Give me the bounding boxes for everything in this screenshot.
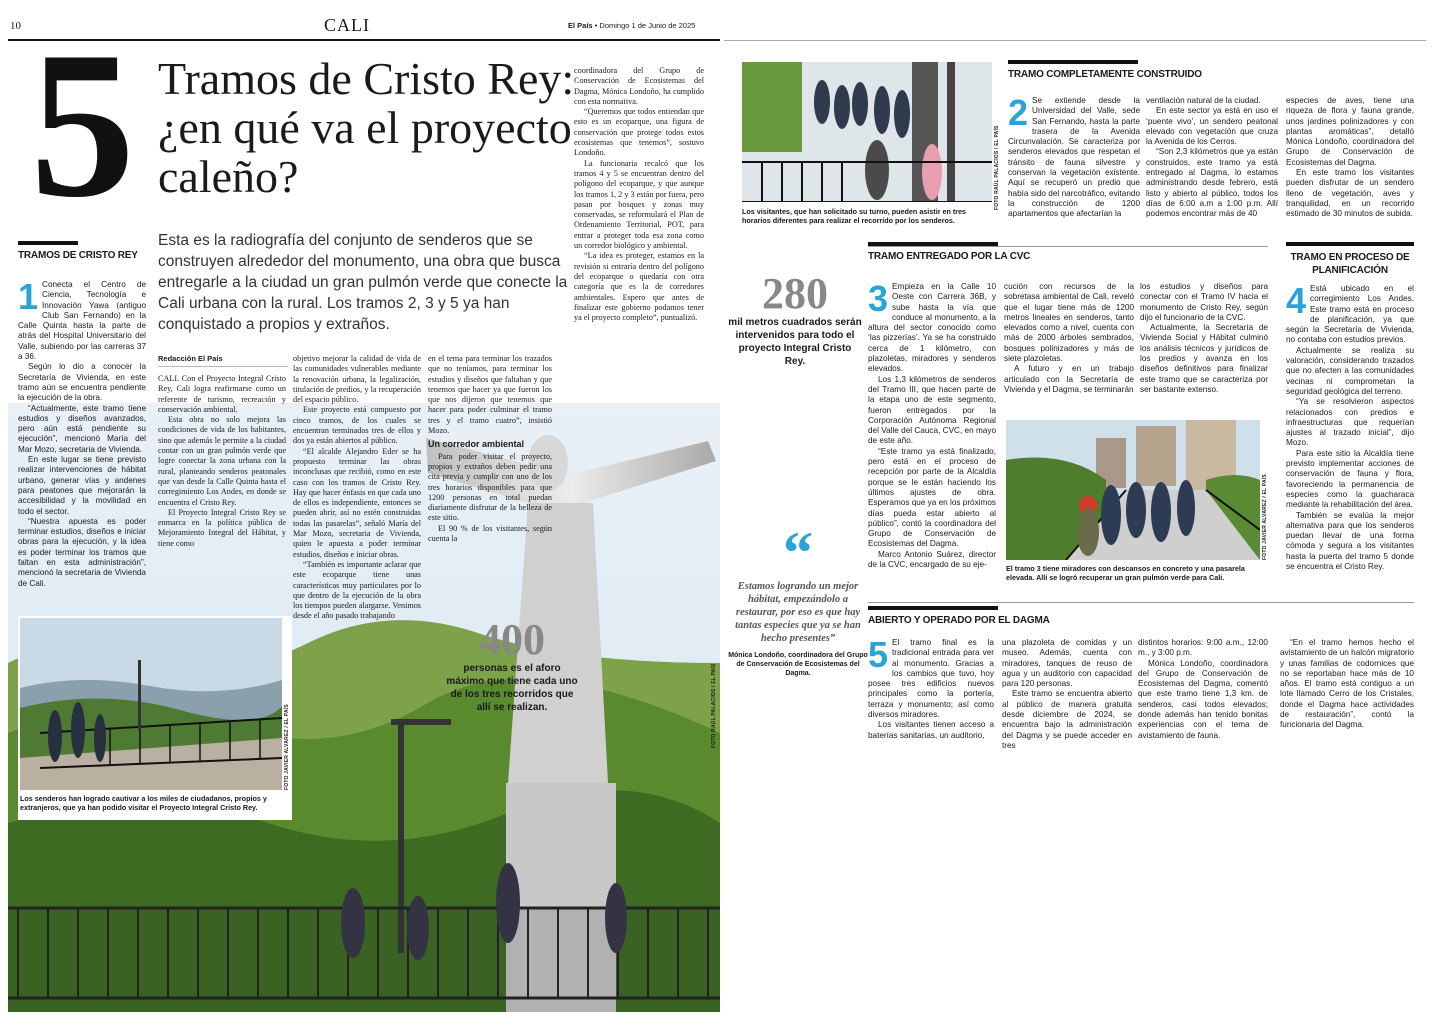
tramo5-rule xyxy=(868,602,1414,603)
tramo3-para: Actualmente, la Secretaría de Vivienda Social y Hábitat culminó los análisis técnicos y jurídicos de los predios y avanza en los diseños definitivos para finalizar este tramo que se caracteriza por ser bastante extenso. xyxy=(1140,323,1268,394)
tramo5-number: 5 xyxy=(868,638,889,675)
tramo2-para: ventilación natural de la ciudad. xyxy=(1146,96,1261,105)
subhead: Esta es la radiografía del conjunto de senderos que se construyen alrededor del monumento, una obra que busca entregarle a la ciudad un gran pulmón verde que conecte la Cali urbana con la rural. Los tramos 2, 3 y 5 ya han conquistado a propios y extraños. xyxy=(158,232,568,333)
tramo3-para: “Este tramo ya está finalizado, pero está en el proceso de recepción por parte de la Alcaldía porque se le están haciendo los últimos ajustes de obra. Esperamos que ya en los próximos días pueda estar abierto al público”, contó la coordinadora del Grupo de Conservación de Ecosistemas del Dagma. xyxy=(868,446,996,549)
headline-title xyxy=(158,54,578,201)
section-name: CALI xyxy=(324,15,370,35)
photo-left-frame xyxy=(18,616,292,820)
photo-top-right-credit: FOTO RAÚL PALACIOS / EL PAÍS xyxy=(994,125,1000,210)
tramo3-illustration xyxy=(1006,420,1260,560)
cristo-photo-credit: FOTO RAÚL PALACIOS / EL PAÍS xyxy=(711,663,717,748)
headline-title-text: Tramos de Cristo Rey: ¿en qué va el proyecto caleño? xyxy=(158,53,575,202)
byline: Redacción El País xyxy=(158,354,223,363)
right-page xyxy=(724,40,1426,770)
tramo3-para: Empieza en la Calle 10 Oeste con Carrera 36B, y sube hasta la vía que conduce al monumento, a la altura del sector conocido como ‘las pizzerías’. Ya se ha construido cerca de 1 kilómetro, con plazoletas, miradores y senderos elevados. xyxy=(868,282,996,374)
tramo1-para: En este lugar se tiene previsto realizar intervenciones de hábitat urbano, generar vías y andenes para peatones que mejorarán la accesibilidad y la movilidad en todo el sector. xyxy=(18,455,146,516)
photo-top-right-caption: Los visitantes, que han solicitado su turno, pueden asistir en tres horarios diferentes para realizar el recorrido por los senderos. xyxy=(742,207,967,225)
tramo3-col-1 xyxy=(868,282,996,586)
tramo2-para: En este sector ya está en uso el ‘puente vivo’, un sendero peatonal elevado con vegetación que cruza la Avenida de los Cerros. xyxy=(1146,106,1278,147)
main-col2-para: “También es importante aclarar que este ecoparque tiene unas características muy particulares por lo que dentro de la ejecución de la obra los tiempos pueden alargarse. Venimos desde el año pasado trabajando xyxy=(293,559,421,621)
photo-left-caption: Los senderos han logrado cautivar a los miles de ciudadanos, propios y extranjeros, que ya han podido visitar el Proyecto Integral Cristo Rey. xyxy=(20,794,267,812)
tramo4-para: También se evalúa la mejor alternativa para que los senderos puedan llevar de una forma cómoda y segura a los visitantes hasta la puerta del tramo 5 donde se encuentra el Cristo Rey. xyxy=(1286,510,1414,572)
main-col2-para: Este proyecto está compuesto por cinco tramos, de los cuales se encuentran terminados tres de ellos y dos ya están abiertos al público. xyxy=(293,405,421,446)
photo-mid-right-caption: El tramo 3 tiene miradores con descansos en concreto y una pasarela elevada. Allí se logró recuperar un gran pulmón verde para Cali. xyxy=(1006,564,1245,582)
quote-mark-icon: “ xyxy=(783,520,813,586)
tramo3-para: cución con recursos de la sobretasa ambiental de Cali, reveló que el lugar tiene más de 1200 metros lineales en senderos, tanto elevados como a nivel, cuenta con más de 2000 árboles sembrados, bosques polinizadores y más de siete plazoletas. xyxy=(1004,282,1134,364)
tramo3-rule xyxy=(868,246,1268,247)
stat-280-number: 280 xyxy=(762,269,828,318)
tramo3-heading: TRAMO ENTREGADO POR LA CVC xyxy=(868,242,998,262)
photo-mid-right-credit: FOTO JAVIER ALVAREZ / EL PAÍS xyxy=(1262,474,1268,560)
tramo1-number: 1 xyxy=(18,280,39,317)
stat-280-text: mil metros cuadrados serán intervenidos para todo el proyecto Integral Cristo Rey. xyxy=(728,317,862,367)
quote-attribution: Mónica Londoño, coordinadora del Grupo de Conservación de Ecosistemas del Dagma. xyxy=(728,652,868,677)
visitantes-illustration xyxy=(742,62,992,202)
tramos-heading: TRAMOS DE CRISTO REY xyxy=(18,241,78,261)
main-col-2 xyxy=(293,354,421,700)
byline-rule xyxy=(158,366,288,367)
main-col1-para: CALI. Con el Proyecto Integral Cristo Rey, Cali logra reafirmarse como un referente de turismo, recreación y conservación ambiental. xyxy=(158,374,286,414)
page-number: 10 xyxy=(10,20,21,32)
pull-quote xyxy=(728,520,868,678)
tramo3-col-2 xyxy=(1004,282,1134,402)
tramo2-para: Se extiende desde la Universidad del Valle, sede San Fernando, hasta la parte trasera de la Avenida Circunvalación. Se caracteriza por senderos elevados que respetan el tránsito de fauna silvestre y conservan la vegetación existente. Aquí se recuperó un predio que había sido del narcotráfico, evitando la construcción de 1200 apartamentos que afectarían la xyxy=(1008,96,1140,219)
tramo2-para: especies de aves, tiene una riqueza de flora y fauna grande, unos jardines polinizadores y con plantas aromáticas”, detalló Mónica Londoño, coordinadora del Grupo de Conservación de Ecosistemas del Dagma. xyxy=(1286,96,1414,167)
tramo4-para: “Ya se resolvieron aspectos relacionados con predios e infraestructuras que requerían ajustes al trazado inicial”, dijo Mozo. xyxy=(1286,397,1414,448)
stat-400 xyxy=(446,615,578,714)
tramo1-para: “Actualmente, este tramo tiene estudios y diseños avanzados, pero aún está pendiente su ejecución”, mencionó María del Mar Mozo, secretaria de Vivienda. xyxy=(18,403,146,454)
stat-400-text: personas es el aforo máximo que tiene cada uno de los tres recorridos que allí se realizan. xyxy=(446,663,578,713)
tramo1-para: Según lo dio a conocer la Secretaría de Vivienda, en este tramo aún se encuentra pendiente la ejecución de la obra. xyxy=(18,362,146,403)
tramo3-number: 3 xyxy=(868,282,889,319)
tramo4-para: Está ubicado en el corregimiento Los Andes. Este tramo está en proceso de planificación, ya que según la Secretaría de Vivienda, no contaba con estudios previos. xyxy=(1286,284,1414,345)
main-col3-para: Para poder visitar el proyecto, propios y extraños deben pedir una cita previa y cumplir con uno de los tres horarios disponibles para que 1200 personas en total puedan diariamente disfrutar de la belleza de este sitio. xyxy=(428,451,552,523)
tramo3-para: A futuro y en un trabajo articulado con la Secretaría de Vivienda y el Dagma, se terminarán xyxy=(1004,364,1134,394)
main-col-1 xyxy=(158,374,286,602)
tramo1-para: Conecta el Centro de Ciencia, Tecnología e Innovación Yawa (antiguo Club San Fernando) en la Calle Quinta hasta la parte de atrás del Hospital Universitario del Valle, subiendo por las carreras 37 a 36. xyxy=(18,280,146,362)
main-col1-para: Esta obra no solo mejora las condiciones de vida de los habitantes, sino que además le permite a la ciudad contar con un gran pulmón verde que logre conectar la zona urbana con la rural, planteando senderos peatonales que van desde la Calle Quinta hasta el corregimiento Los Andes, en donde se encuentra el Cristo Rey. xyxy=(158,415,286,507)
tramo3-para: Marco Antonio Suárez, director de la CVC, encargado de su eje- xyxy=(868,549,996,570)
tramo4-para: Para este sitio la Alcaldía tiene previsto implementar acciones de conservación de fauna y flora, favoreciendo la permanencia de especies como la guacharaca mediante la rehabilitación del área. xyxy=(1286,448,1414,510)
main-col4-para: coordinadora del Grupo de Conservación de Ecosistemas del Dagma, Mónica Londoño, ha cumplido con esta normativa. xyxy=(574,66,704,106)
main-col4-para: La funcionaria recalcó que los tramos 4 y 5 se encuentran dentro del polígono del ecoparque, y que aunque los tramos 1, 2 y 3 están por fuera, pero pasan por bosques y zonas muy conservadas, se reformulará el Plan de Ordenamiento Territorial, POT, para entrar a proteger toda esa zona como un corredor biológico y ambiental. xyxy=(574,158,704,251)
main-col2-para: objetivo mejorar la calidad de vida de las comunidades vulnerables mediante la renovación urbana, la legalización, titulación de predios, y la recuperación del espacio público. xyxy=(293,354,421,405)
tramo2-para: “Son 2,3 kilómetros que ya están construidos, este tramo ya está entregado al Dagma, lo estamos administrando desde febrero, está listo y abierto al público, todos los días de 6:00 a.m a 1:00 p.m. Allí podemos encontrar más de 40 xyxy=(1146,147,1278,219)
tramo5-col-2 xyxy=(1002,638,1132,758)
tramo5-para: una plazoleta de comidas y un museo. Además, cuenta con miradores, tanques de reuso de agua y un auditorio con capacidad para 120 personas. xyxy=(1002,638,1132,689)
tramo4-number: 4 xyxy=(1286,284,1307,321)
photo-left-credit: FOTO JAVIER ALVAREZ / EL PAÍS xyxy=(284,704,290,790)
stat-280 xyxy=(728,269,862,368)
tramo1-para: “Nuestra apuesta es poder terminar estudios, diseños e iniciar obras para la ejecución, y la idea es poder terminar los tramos que faltan en esta administración”, mencionó la secretaria de Vivienda de Cali. xyxy=(18,516,146,588)
main-col4-para: “La idea es proteger, estamos en la revisión si entraría dentro del polígono del ecoparque o quedaría con otra categoría que es la de corredores ambientales. Espero que antes de finalizar este gobierno podamos tener ya el proyecto completo”, puntualizó. xyxy=(574,251,704,323)
tramo2-heading: TRAMO COMPLETAMENTE CONSTRUIDO xyxy=(1008,60,1138,80)
tramo2-para: En este tramo los visitantes pueden disfrutar de un sendero lleno de vegetación, aves y tranquilidad, en un recorrido estimado de 30 minutos de subida. xyxy=(1286,168,1414,219)
right-header-rule xyxy=(724,40,1426,41)
main-col4-para: “Queremos que todos entiendan que esto es un ecoparque, una figura de conservación que protege todos estos ecosistemas que tenemos”, sostuvo Londoño. xyxy=(574,107,704,158)
tramo4-heading: TRAMO EN PROCESO DE PLANIFICACIÓN xyxy=(1286,242,1414,277)
quote-text: Estamos logrando un mejor hábitat, empezándolo a restaurar, por eso es que hay tantas especies que ya se han hecho presentes” xyxy=(735,581,861,644)
main-col1-para: El Proyecto Integral Cristo Rey se enmarca en la política pública de Mejoramiento Integral del Hábitat, y tiene como xyxy=(158,507,286,548)
main-col-3 xyxy=(428,354,552,554)
tramo3-col-3 xyxy=(1140,282,1268,402)
tramo4-col xyxy=(1286,284,1414,584)
header-paper-date xyxy=(568,21,695,30)
tramo5-para: “En el tramo hemos hecho el avistamiento de un halcón migratorio y unas familias de codornices que no se reportaban hace más de 10 años. El tramo está contiguo a un lote llamado Cerro de los Cristales, donde el Dagma hace actividades de restauración”, contó la funcionaria del Dagma. xyxy=(1280,638,1414,730)
tramo5-para: Los visitantes tienen acceso a baterías sanitarias, un auditorio, xyxy=(868,720,994,740)
senderos-illustration xyxy=(20,618,282,790)
tramo1-text xyxy=(18,280,146,598)
tramo5-col-1 xyxy=(868,638,994,758)
main-col-4 xyxy=(574,66,704,406)
tramo3-para: los estudios y diseños para conectar con el Tramo IV hacia el monumento de Cristo Rey, según dijo el funcionario de la CVC. xyxy=(1140,282,1268,322)
left-page xyxy=(8,8,720,1012)
main-col2-para: “El alcalde Alejandro Eder se ha propuesto terminar las obras inconclusas que recibió, como en este caso con los tramos de Cristo Rey. Hay que hacer énfasis en que cada uno de ellos es independiente, entonces se pueden abrir, así no estén construidas todas las pasarelas”, señaló María del Mar Mozo, secretaria de Vivienda, quien le apuesta a poder terminar estudios, diseños e iniciar obras. xyxy=(293,446,421,559)
tramo5-col-4 xyxy=(1280,638,1414,758)
tramo4-para: Actualmente se realiza su valoración, considerando trazados que no afecten a las comunidades vecinas ni comprometan la seguridad geológica del terreno. xyxy=(1286,345,1414,396)
tramo5-para: El tramo final es la tradicional entrada para ver al monumento. Gracias a los cambios que tuvo, hoy posee tres edificios nuevos principales como la portería, terraza y monumento; así como diversos miradores. xyxy=(868,638,994,720)
tramo5-para: distintos horarios: 9:00 a.m., 12:00 m., y 3:00 p.m. xyxy=(1138,638,1268,658)
headline-big-number: 5 xyxy=(30,9,135,241)
photo-mid-right xyxy=(1006,420,1260,560)
paper-name: El País xyxy=(568,21,593,30)
main-col3-subheading: Un corredor ambiental xyxy=(428,439,525,450)
photo-top-right xyxy=(742,62,992,202)
tramo5-para: Mónica Londoño, coordinadora del Grupo de Conservación de Ecosistemas del Dagma, comentó que este tramo tiene 1,3 km. de senderos, casi todos elevados; donde además han tenido bonitas experiencias con el tema de avistamiento de fauna. xyxy=(1138,658,1268,740)
issue-date: • Domingo 1 de Junio de 2025 xyxy=(594,21,696,30)
tramo5-heading: ABIERTO Y OPERADO POR EL DAGMA xyxy=(868,606,998,626)
main-col3-para: en el tema para terminar los trazados que no teníamos, para terminar los estudios y diseños que faltaban y que tenemos que hacer ya que fueron los que nos dijeron que tenemos que hacer para poder culminar el tramo tres y el tramo cuatro”, insistió Mozo. xyxy=(428,354,552,436)
tramo2-col-3 xyxy=(1286,96,1414,230)
main-col3-para: El 90 % de los visitantes, según cuenta la xyxy=(428,523,552,544)
photo-left xyxy=(20,618,282,790)
tramo2-col-1 xyxy=(1008,96,1140,230)
tramo2-col-2 xyxy=(1146,96,1278,230)
stat-400-number: 400 xyxy=(479,615,545,664)
tramo5-para: Este tramo se encuentra abierto al público de manera gratuita desde diciembre de 2024, se encuentra bajo la administración del Dagma y se puede acceder en tres xyxy=(1002,689,1132,750)
tramo3-para: Los 1,3 kilómetros de senderos del Tramo III, que hacen parte de la etapa uno de este segmento, fueron entregados por la Corporación Autónoma Regional del Valle del Cauca, CVC, en mayo de este año. xyxy=(868,374,996,446)
tramo2-number: 2 xyxy=(1008,96,1029,133)
tramo5-col-3 xyxy=(1138,638,1268,758)
